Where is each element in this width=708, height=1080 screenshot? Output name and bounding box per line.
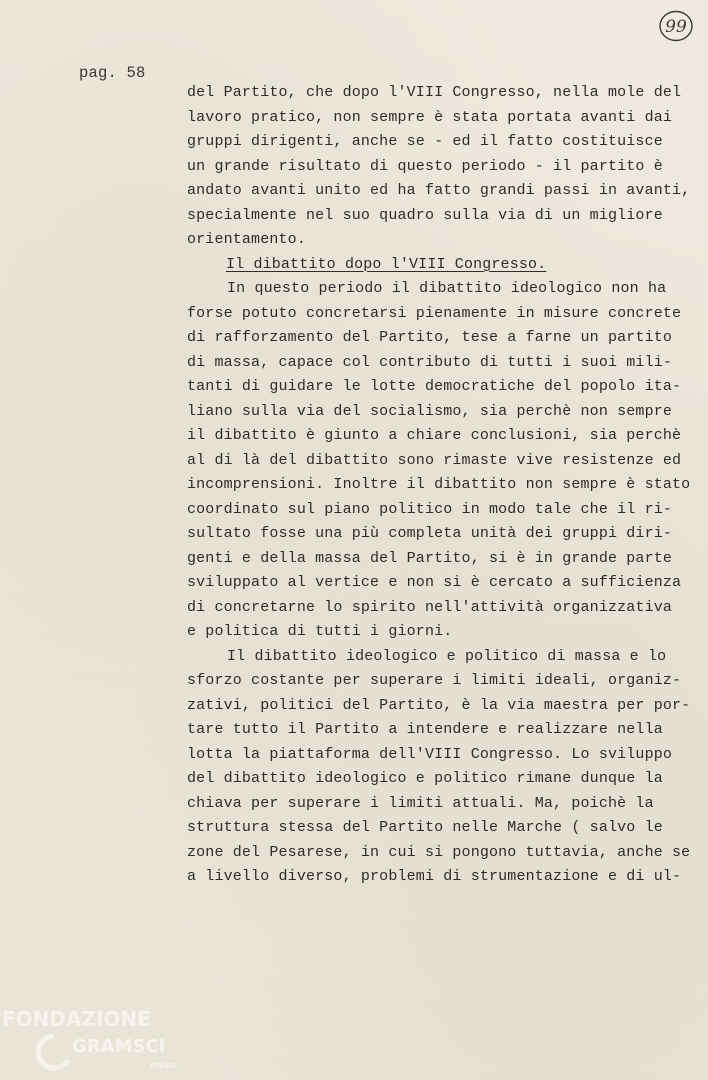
text-line: lavoro pratico, non sempre è stata portata avanti dai [187,108,673,126]
text-line: al di là del dibattito sono rimaste vive resistenze ed [187,451,682,469]
watermark-line2: GRAMSCI [72,1036,166,1057]
text-line: e politica di tutti i giorni. [187,623,453,640]
text-line: andato avanti unito ed ha fatto grandi passi in avanti, [187,182,691,199]
watermark-line1: FONDAZIONE [2,1007,151,1031]
text-line: sultato fosse una più completa unità dei gruppi diri- [187,525,673,542]
text-line: del dibattito ideologico e politico rimane dunque la [187,770,663,787]
section-heading: Il dibattito dopo l'VIII Congresso. [226,255,547,273]
text-line: In questo periodo il dibattito ideologico non ha [227,280,667,297]
text-line: un grande risultato di questo periodo - il partito è [187,157,663,175]
text-line: il dibattito è giunto a chiare conclusioni, sia perchè [187,427,682,444]
text-line: tanti di guidare le lotte democratiche del popolo ita- [187,378,682,395]
watermark-logo-icon [2,1002,182,1074]
text-line: zone del Pesarese, in cui si pongono tuttavia, anche se [187,843,691,861]
text-line: a livello diverso, problemi di strumentazione e di ul- [187,868,682,885]
text-line: tare tutto il Partito a intendere e realizzare nella [187,721,663,738]
text-line: coordinato sul piano politico in modo tale che il ri- [187,500,673,518]
folio-stamp [658,8,694,44]
text-line: di rafforzamento del Partito, tese a farne un partito [187,329,673,346]
text-line: genti e della massa del Partito, si è in grande parte [187,549,673,567]
text-line: Il dibattito ideologico e politico di massa e lo [227,647,667,665]
text-line: specialmente nel suo quadro sulla via di un migliore [187,206,663,224]
text-line: liano sulla via del socialismo, sia perchè non sempre [187,402,673,420]
text-line: chiava per superare i limiti attuali. Ma, poichè la [187,794,654,812]
text-line: struttura stessa del Partito nelle Marche ( salvo le [187,819,663,836]
text-line: di massa, capace col contributo di tutti i suoi mili- [187,353,673,371]
text-line: forse potuto concretarsi pienamente in misure concrete [187,304,682,322]
text-line: di concretarne lo spirito nell'attività organizzativa [187,598,673,616]
text-line: sforzo costante per superare i limiti ideali, organiz- [187,672,682,689]
folio-stamp-number: 99 [665,17,687,37]
watermark-suffix: onlus [150,1061,178,1071]
fondazione-gramsci-watermark [2,1002,182,1074]
text-line: lotta la piattaforma dell'VIII Congresso. Lo sviluppo [187,745,673,763]
text-line: del Partito, che dopo l'VIII Congresso, nella mole del [187,84,682,101]
text-line: gruppi dirigenti, anche se - ed il fatto costituisce [187,133,663,150]
text-line: incomprensioni. Inoltre il dibattito non sempre è stato [187,476,691,493]
folio-stamp-icon [658,8,694,44]
text-line: sviluppato al vertice e non si è cercato a sufficienza [187,574,682,591]
text-line: orientamento. [187,231,306,248]
text-line: zativi, politici del Partito, è la via maestra per por- [187,696,691,714]
page-number: pag. 58 [79,64,146,82]
body-text [187,81,691,890]
